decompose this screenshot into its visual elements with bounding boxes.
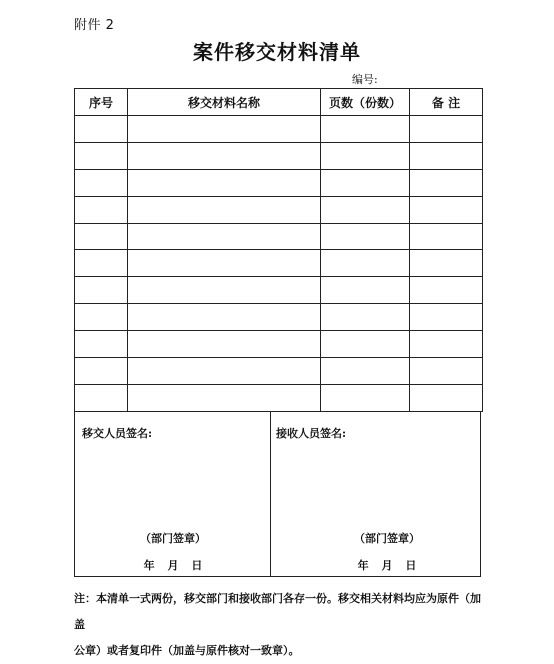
- signature-section: [74, 412, 481, 577]
- table-row: [75, 169, 483, 196]
- table-cell: [75, 116, 128, 143]
- table-row: [75, 142, 483, 169]
- table-cell: [75, 304, 128, 331]
- table-cell: [75, 331, 128, 358]
- table-cell: [75, 142, 128, 169]
- table-row: [75, 223, 483, 250]
- table-header-row: [75, 89, 483, 116]
- table-cell: [75, 223, 128, 250]
- materials-table-body: [75, 116, 483, 412]
- table-cell: [321, 223, 410, 250]
- table-cell: [321, 116, 410, 143]
- table-cell: [410, 304, 483, 331]
- table-cell: [75, 384, 128, 411]
- table-cell: [410, 169, 483, 196]
- table-cell: [321, 250, 410, 277]
- transfer-signature-label: 移交人员签名:: [82, 427, 153, 440]
- receive-signature-label: 接收人员签名:: [276, 427, 347, 440]
- table-cell: [410, 116, 483, 143]
- header-remarks: 备 注: [410, 89, 483, 116]
- receive-department-seal: （部门签章）: [354, 532, 420, 545]
- table-row: [75, 277, 483, 304]
- table-cell: [128, 277, 321, 304]
- table-cell: [321, 384, 410, 411]
- table-cell: [75, 358, 128, 385]
- table-row: [75, 304, 483, 331]
- table-cell: [128, 384, 321, 411]
- transfer-department-seal: （部门签章）: [140, 532, 206, 545]
- table-cell: [321, 196, 410, 223]
- table-cell: [410, 331, 483, 358]
- table-cell: [75, 250, 128, 277]
- table-cell: [128, 223, 321, 250]
- table-cell: [128, 250, 321, 277]
- table-cell: [410, 277, 483, 304]
- table-cell: [321, 331, 410, 358]
- table-row: [75, 331, 483, 358]
- table-row: [75, 384, 483, 411]
- receive-date: 年 月 日: [357, 559, 417, 572]
- header-material-name: 移交材料名称: [128, 89, 321, 116]
- footnote: [74, 586, 484, 664]
- table-row: [75, 116, 483, 143]
- footnote-line-2: 公章）或者复印件（加盖与原件核对一致章）。: [74, 644, 300, 657]
- table-cell: [410, 384, 483, 411]
- table-cell: [321, 142, 410, 169]
- table-cell: [75, 196, 128, 223]
- table-cell: [75, 277, 128, 304]
- table-cell: [410, 358, 483, 385]
- attachment-label: 附件 2: [74, 18, 115, 33]
- table-cell: [321, 277, 410, 304]
- table-cell: [128, 116, 321, 143]
- table-cell: [410, 223, 483, 250]
- table-cell: [128, 196, 321, 223]
- table-cell: [321, 304, 410, 331]
- table-cell: [75, 169, 128, 196]
- table-row: [75, 250, 483, 277]
- table-cell: [128, 142, 321, 169]
- signature-divider: [270, 412, 271, 576]
- table-row: [75, 358, 483, 385]
- table-cell: [321, 169, 410, 196]
- serial-number-label: 编号:: [352, 73, 378, 86]
- table-cell: [321, 358, 410, 385]
- footnote-line-1: 注：本清单一式两份，移交部门和接收部门各存一份。移交相关材料均应为原件（加盖: [74, 592, 481, 631]
- table-cell: [410, 250, 483, 277]
- page-title: 案件移交材料清单: [193, 40, 361, 64]
- materials-table: [74, 88, 483, 412]
- table-cell: [128, 304, 321, 331]
- header-serial-no: 序号: [75, 89, 128, 116]
- table-cell: [410, 142, 483, 169]
- table-cell: [128, 169, 321, 196]
- table-row: [75, 196, 483, 223]
- table-cell: [128, 358, 321, 385]
- transfer-date: 年 月 日: [143, 559, 203, 572]
- table-cell: [410, 196, 483, 223]
- header-page-count: 页数（份数）: [321, 89, 410, 116]
- table-cell: [128, 331, 321, 358]
